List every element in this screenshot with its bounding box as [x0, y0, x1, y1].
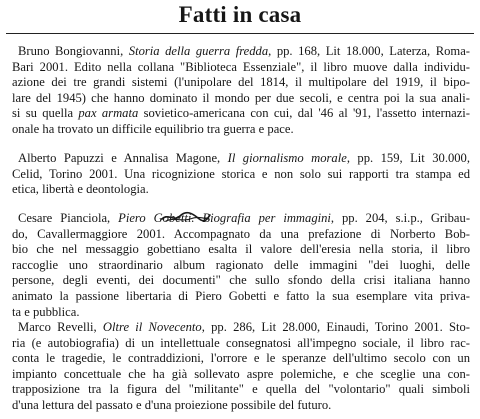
text-line: [12, 60, 470, 76]
text-segment: Celid, Torino 2001. Una ricognizione storica e non solo sui rapporti tra stampa ed: [12, 166, 470, 181]
text-line: [12, 182, 470, 198]
text-segment: animato la passione libertaria di Piero Gobetti e fatto la sua esemplare vita priva-: [12, 288, 470, 303]
text-line: [12, 398, 470, 414]
text-segment: lare del 1945) che hanno dominato il mondo per due secoli, e centra poi la sua anali-: [12, 90, 470, 105]
review-bongiovanni: [12, 44, 470, 138]
text-line: [12, 75, 470, 91]
review-revelli: [12, 320, 470, 414]
book-title: Oltre il Novecento: [102, 320, 202, 334]
text-segment: ria (e autobiografia) di un intellettuale consegnatosi all'impegno sociale, il libro rac-: [12, 335, 470, 350]
text-line: [12, 320, 470, 336]
text-segment: Marco Revelli,: [18, 320, 103, 334]
text-segment: impianto concettuale che ha già sollevato aspre polemiche, e che sceglie una con-: [12, 366, 470, 381]
text-segment: , pp. 204, s.i.p., Gribau-: [330, 211, 470, 225]
text-line: [12, 336, 470, 352]
text-line: [12, 305, 470, 321]
book-title: pax armata: [78, 106, 139, 121]
text-line: [12, 273, 470, 289]
text-line: [12, 44, 470, 60]
text-segment: Bari 2001. Edito nella collana "Biblioteca Essenziale", il libro muove dalla individu-: [12, 59, 470, 74]
text-segment: bio che nel messaggio gobettiano esalta il valore dell'eresia nella storia, il libro: [12, 242, 470, 257]
text-segment: , pp. 168, Lit 18.000, Laterza, Roma-: [268, 44, 470, 58]
text-segment: raccoglie uno straordinario album ragionato delle immagini "dei luoghi, delle: [12, 257, 470, 272]
text-segment: persone, degli eventi, dei documenti" che sullo sfondo della crisi italiana hanno: [12, 273, 470, 288]
text-line: [12, 122, 470, 138]
book-title: Piero Gobetti. Biografia per immagini: [118, 211, 331, 225]
text-segment: onale ha trovato un difficile equilibrio tra guerra e pace.: [12, 121, 294, 136]
text-line: [12, 289, 470, 305]
text-segment: etica, libertà e deontologia.: [12, 182, 149, 197]
text-line: [12, 382, 470, 398]
text-line: [12, 91, 470, 107]
text-line: [12, 351, 470, 367]
text-segment: ta e pubblica.: [12, 304, 80, 319]
text-line: [12, 151, 470, 167]
text-line: [12, 106, 470, 122]
text-segment: Alberto Papuzzi e Annalisa Magone,: [18, 151, 228, 165]
text-segment: azione dei tre grandi sistemi (l'unipolare del 1814, il multipolare del 1919, il bipo-: [12, 75, 470, 90]
book-title: Storia della guerra fredda: [128, 44, 269, 58]
text-segment: d'una lettura del passato e d'una proiezione possibile del futuro.: [12, 397, 332, 412]
text-segment: Cesare Pianciola,: [18, 211, 119, 225]
page-title: Fatti in casa: [178, 2, 302, 27]
text-segment: , pp. 286, Lit 28.000, Einaudi, Torino 2001. Sto-: [201, 320, 470, 334]
title-divider: [6, 33, 474, 34]
text-segment: trapposizione tra la figura del "militante" e quella del "volontario" quali simboli: [12, 382, 470, 397]
text-segment: Bruno Bongiovanni,: [18, 44, 129, 58]
book-title: Il giornalismo morale: [227, 151, 347, 165]
text-line: [12, 242, 470, 258]
review-pianciola: [12, 211, 470, 320]
text-segment: conta le tragedie, le contraddizioni, l'orrore e le speranze dell'ultimo secolo con un: [12, 351, 470, 366]
text-line: [12, 367, 470, 383]
text-line: [12, 211, 470, 227]
text-line: [12, 167, 470, 183]
text-segment: sovietico-americana con cui, dal '46 al '91, l'assetto internazi-: [138, 106, 470, 121]
review-papuzzi-magone: [12, 151, 470, 198]
text-line: [12, 227, 470, 243]
text-line: [12, 258, 470, 274]
text-segment: si su quella: [12, 106, 79, 121]
text-segment: do, Cavallermaggiore 2001. Accompagnato da una prefazione di Norberto Bob-: [12, 226, 470, 241]
text-segment: , pp. 159, Lit 30.000,: [346, 151, 470, 165]
